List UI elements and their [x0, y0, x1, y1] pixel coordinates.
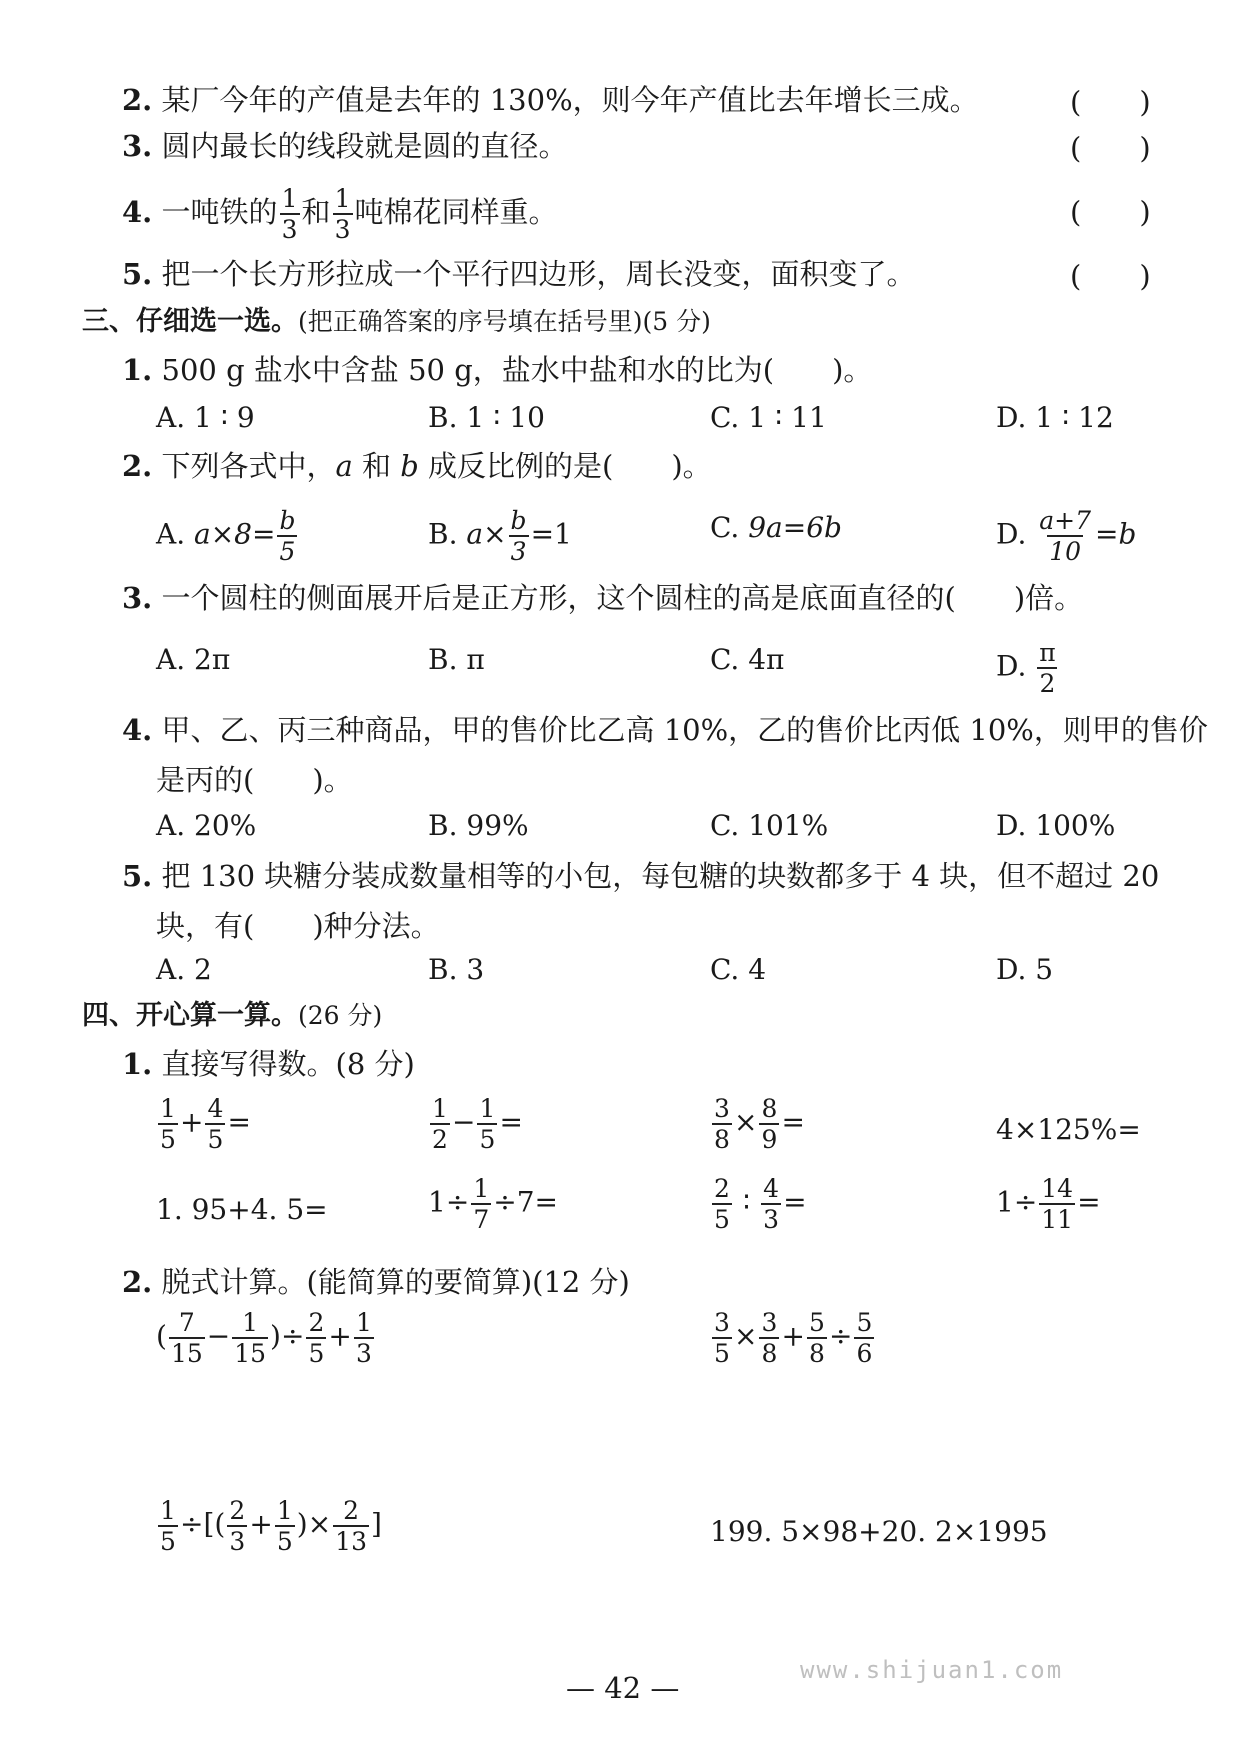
mc5-option-d[interactable]: D. 5	[996, 953, 1054, 986]
mc2-option-c[interactable]: C. 9a=6b	[710, 511, 842, 544]
mc5-option-a[interactable]: A. 2	[156, 953, 212, 986]
section-3-heading: 三、仔细选一选。(把正确答案的序号填在括号里)(5 分)	[82, 306, 711, 337]
mc3-option-d[interactable]: D. $\frac{\pi}{2}$	[996, 638, 1056, 698]
mc5-option-b[interactable]: B. 3	[428, 953, 485, 986]
mc3-option-a[interactable]: A. 2π	[156, 643, 231, 676]
calc-part-2-title: 2. 脱式计算。(能简算的要简算)(12 分)	[122, 1265, 630, 1299]
stepwise-calc-1: ( $\frac{7}{15}$ − $\frac{1}{15}$ )÷ $\frac{2}{5}$ + $\frac{1}{3}$	[156, 1310, 376, 1366]
tf-answer-blank-4[interactable]: ( )	[1070, 195, 1151, 229]
direct-calc-8: 1÷ $\frac{14}{11}$ =	[996, 1174, 1101, 1234]
tf-answer-blank-5[interactable]: ( )	[1070, 259, 1151, 293]
mc1-option-c[interactable]: C. 1 ∶ 11	[710, 401, 827, 434]
direct-calc-6: 1÷ $\frac{1}{7}$ ÷7=	[428, 1174, 559, 1234]
tf-answer-blank-2[interactable]: ( )	[1070, 85, 1151, 119]
fraction: $\frac{1}{3}$	[333, 186, 353, 242]
direct-calc-5: 1. 95+4. 5=	[156, 1193, 328, 1226]
mc4-option-a[interactable]: A. 20%	[156, 809, 257, 842]
watermark: www.shijuan1.com	[800, 1656, 1064, 1684]
mc1-option-d[interactable]: D. 1 ∶ 12	[996, 401, 1114, 434]
mc-question-5-line1: 5. 把 130 块糖分装成数量相等的小包，每包糖的块数都多于 4 块，但不超过 20	[122, 859, 1160, 893]
mc3-option-c[interactable]: C. 4π	[710, 643, 785, 676]
tf-question-2: 2. 某厂今年的产值是去年的 130%，则今年产值比去年增长三成。	[122, 83, 979, 117]
mc-question-1: 1. 500 g 盐水中含盐 50 g，盐水中盐和水的比为( )。	[122, 353, 873, 387]
calc-part-1-title: 1. 直接写得数。(8 分)	[122, 1047, 415, 1081]
mc-question-4-line2: 是丙的( )。	[156, 763, 353, 797]
mc1-option-b[interactable]: B. 1 ∶ 10	[428, 401, 545, 434]
tf-answer-blank-3[interactable]: ( )	[1070, 131, 1151, 165]
stepwise-calc-4: 199. 5×98+20. 2×1995	[710, 1515, 1048, 1548]
page-number: — 42 —	[566, 1671, 680, 1705]
stepwise-calc-2: $\frac{3}{5}$ × $\frac{3}{8}$ + $\frac{5}{8}$ ÷ $\frac{5}{6}$	[710, 1310, 876, 1366]
mc2-option-d[interactable]: D. $\frac{a+7}{10}$ =b	[996, 506, 1137, 566]
mc3-option-b[interactable]: B. π	[428, 643, 485, 676]
fraction: $\frac{1}{3}$	[280, 186, 300, 242]
mc-question-3: 3. 一个圆柱的侧面展开后是正方形，这个圆柱的高是底面直径的( )倍。	[122, 581, 1084, 615]
section-4-heading: 四、开心算一算。(26 分)	[82, 1000, 383, 1031]
direct-calc-4: 4×125%=	[996, 1113, 1141, 1146]
stepwise-calc-3: $\frac{1}{5}$ ÷[( $\frac{2}{3}$ + $\frac{1}{5}$ )× $\frac{2}{13}$ ]	[156, 1498, 382, 1554]
direct-calc-2: $\frac{1}{2}$ − $\frac{1}{5}$ =	[428, 1096, 523, 1152]
direct-calc-7: $\frac{2}{5}$ ∶ $\frac{4}{3}$ =	[710, 1176, 807, 1232]
mc1-option-a[interactable]: A. 1 ∶ 9	[156, 401, 255, 434]
mc4-option-c[interactable]: C. 101%	[710, 809, 829, 842]
tf-question-3: 3. 圆内最长的线段就是圆的直径。	[122, 129, 568, 163]
mc4-option-b[interactable]: B. 99%	[428, 809, 529, 842]
mc-question-4-line1: 4. 甲、乙、丙三种商品，甲的售价比乙高 10%，乙的售价比丙低 10%，则甲的售价	[122, 713, 1208, 747]
mc5-option-c[interactable]: C. 4	[710, 953, 767, 986]
tf-question-5: 5. 把一个长方形拉成一个平行四边形，周长没变，面积变了。	[122, 257, 916, 291]
direct-calc-3: $\frac{3}{8}$ × $\frac{8}{9}$ =	[710, 1096, 805, 1152]
direct-calc-1: $\frac{1}{5}$ + $\frac{4}{5}$ =	[156, 1096, 251, 1152]
tf-question-4: 4. 一吨铁的 $\frac{1}{3}$ 和 $\frac{1}{3}$ 吨棉花同样重。	[122, 184, 558, 244]
mc4-option-d[interactable]: D. 100%	[996, 809, 1116, 842]
mc2-option-a[interactable]: A. a×8= $\frac{b}{5}$	[156, 506, 296, 566]
mc-question-2: 2. 下列各式中，a 和 b 成反比例的是( )。	[122, 449, 712, 483]
mc-question-5-line2: 块，有( )种分法。	[156, 909, 440, 943]
mc2-option-b[interactable]: B. a× $\frac{b}{3}$ =1	[428, 506, 572, 566]
